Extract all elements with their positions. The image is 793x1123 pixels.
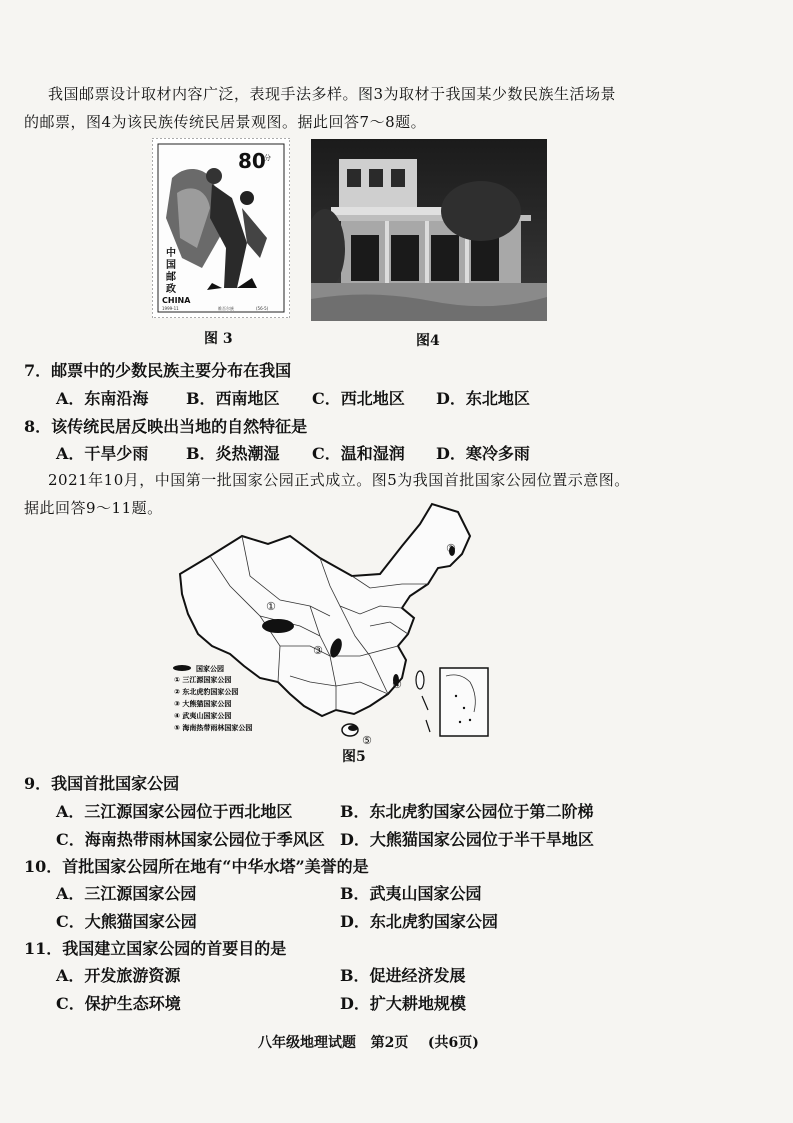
question-8-option-c[interactable]: C．温和湿润 xyxy=(312,444,405,463)
stamp-figure xyxy=(152,138,290,318)
question-7-option-b[interactable]: B．西南地区 xyxy=(186,389,280,408)
question-10-option-c[interactable]: C．大熊猫国家公园 xyxy=(56,912,197,931)
stamp-vertical-text-1: 中 xyxy=(166,248,176,259)
question-10-option-b[interactable]: B．武夷山国家公园 xyxy=(340,884,482,903)
stamp-brand: CHINA xyxy=(162,296,191,305)
intro-paragraph-1-line-1: 我国邮票设计取材内容广泛，表现手法多样。图3为取材于我国某少数民族生活场景 xyxy=(48,85,617,103)
intro-paragraph-1-line-2: 的邮票，图4为该民族传统民居景观图。据此回答7～8题。 xyxy=(24,113,427,131)
dwelling-photo xyxy=(311,139,547,321)
china-map xyxy=(170,496,495,751)
fig4-caption: 图4 xyxy=(416,333,440,349)
question-8-option-b[interactable]: B．炎热潮湿 xyxy=(186,444,280,463)
dwelling-image xyxy=(311,139,547,321)
question-10-option-d[interactable]: D．东北虎豹国家公园 xyxy=(340,912,498,931)
legend-item-5: ⑤ 海南热带雨林国家公园 xyxy=(174,724,253,732)
page-footer: 八年级地理试题 第2页 (共6页) xyxy=(258,1035,479,1051)
question-8-option-a[interactable]: A．干旱少雨 xyxy=(56,444,149,463)
stamp-value-unit: 分 xyxy=(264,154,271,162)
stamp-image xyxy=(152,138,290,318)
legend-title: 国家公园 xyxy=(196,665,224,673)
map-marker-3: ③ xyxy=(313,644,323,657)
legend-park-symbol xyxy=(173,665,191,671)
fig3-caption: 图 3 xyxy=(204,331,233,347)
legend-item-3: ③ 大熊猫国家公园 xyxy=(174,700,232,708)
question-8-option-d[interactable]: D．寒冷多雨 xyxy=(436,444,530,463)
fig5-caption: 图5 xyxy=(342,749,366,765)
stamp-vertical-text-2: 国 xyxy=(166,260,176,271)
stamp-vertical-text-3: 邮 xyxy=(166,272,176,283)
question-9-stem: 9．我国首批国家公园 xyxy=(24,774,180,793)
question-11-option-d[interactable]: D．扩大耕地规模 xyxy=(340,994,466,1013)
legend-item-1: ① 三江源国家公园 xyxy=(174,676,232,684)
question-11-option-b[interactable]: B．促进经济发展 xyxy=(340,966,466,985)
stamp-vertical-text-4: 政 xyxy=(166,284,176,295)
question-11-option-a[interactable]: A．开发旅游资源 xyxy=(56,966,181,985)
map-marker-4: ④ xyxy=(392,678,402,691)
stamp-bottom-right: (56-5) xyxy=(256,306,269,311)
legend-item-4: ④ 武夷山国家公园 xyxy=(174,712,232,720)
question-9-option-a[interactable]: A．三江源国家公园位于西北地区 xyxy=(56,802,293,821)
intro-paragraph-2-line-1: 2021年10月，中国第一批国家公园正式成立。图5为我国首批国家公园位置示意图。 xyxy=(48,471,630,489)
question-8-stem: 8．该传统民居反映出当地的自然特征是 xyxy=(24,417,308,436)
map-marker-5: ⑤ xyxy=(362,734,372,747)
question-7-option-a[interactable]: A．东南沿海 xyxy=(56,389,149,408)
question-10-stem: 10．首批国家公园所在地有“中华水塔”美誉的是 xyxy=(24,857,369,876)
question-11-stem: 11．我国建立国家公园的首要目的是 xyxy=(24,939,287,958)
legend-item-2: ② 东北虎豹国家公园 xyxy=(174,688,239,696)
stamp-value: 80 xyxy=(238,149,266,173)
intro-paragraph-2-line-2: 据此回答9～11题。 xyxy=(24,499,163,517)
question-11-option-c[interactable]: C．保护生态环境 xyxy=(56,994,181,1013)
question-9-option-c[interactable]: C．海南热带雨林国家公园位于季风区 xyxy=(56,830,325,849)
map-marker-1: ① xyxy=(266,600,276,613)
question-10-option-a[interactable]: A．三江源国家公园 xyxy=(56,884,197,903)
stamp-bottom-mid: 维吾尔族 xyxy=(218,306,234,311)
question-7-stem: 7．邮票中的少数民族主要分布在我国 xyxy=(24,361,292,380)
stamp-bottom-left: 1999-11 xyxy=(162,306,179,311)
question-9-option-b[interactable]: B．东北虎豹国家公园位于第二阶梯 xyxy=(340,802,594,821)
question-7-option-d[interactable]: D．东北地区 xyxy=(436,389,530,408)
map-marker-2: ② xyxy=(446,542,456,555)
question-9-option-d[interactable]: D．大熊猫国家公园位于半干旱地区 xyxy=(340,830,594,849)
question-7-option-c[interactable]: C．西北地区 xyxy=(312,389,405,408)
national-parks-map xyxy=(170,496,495,751)
